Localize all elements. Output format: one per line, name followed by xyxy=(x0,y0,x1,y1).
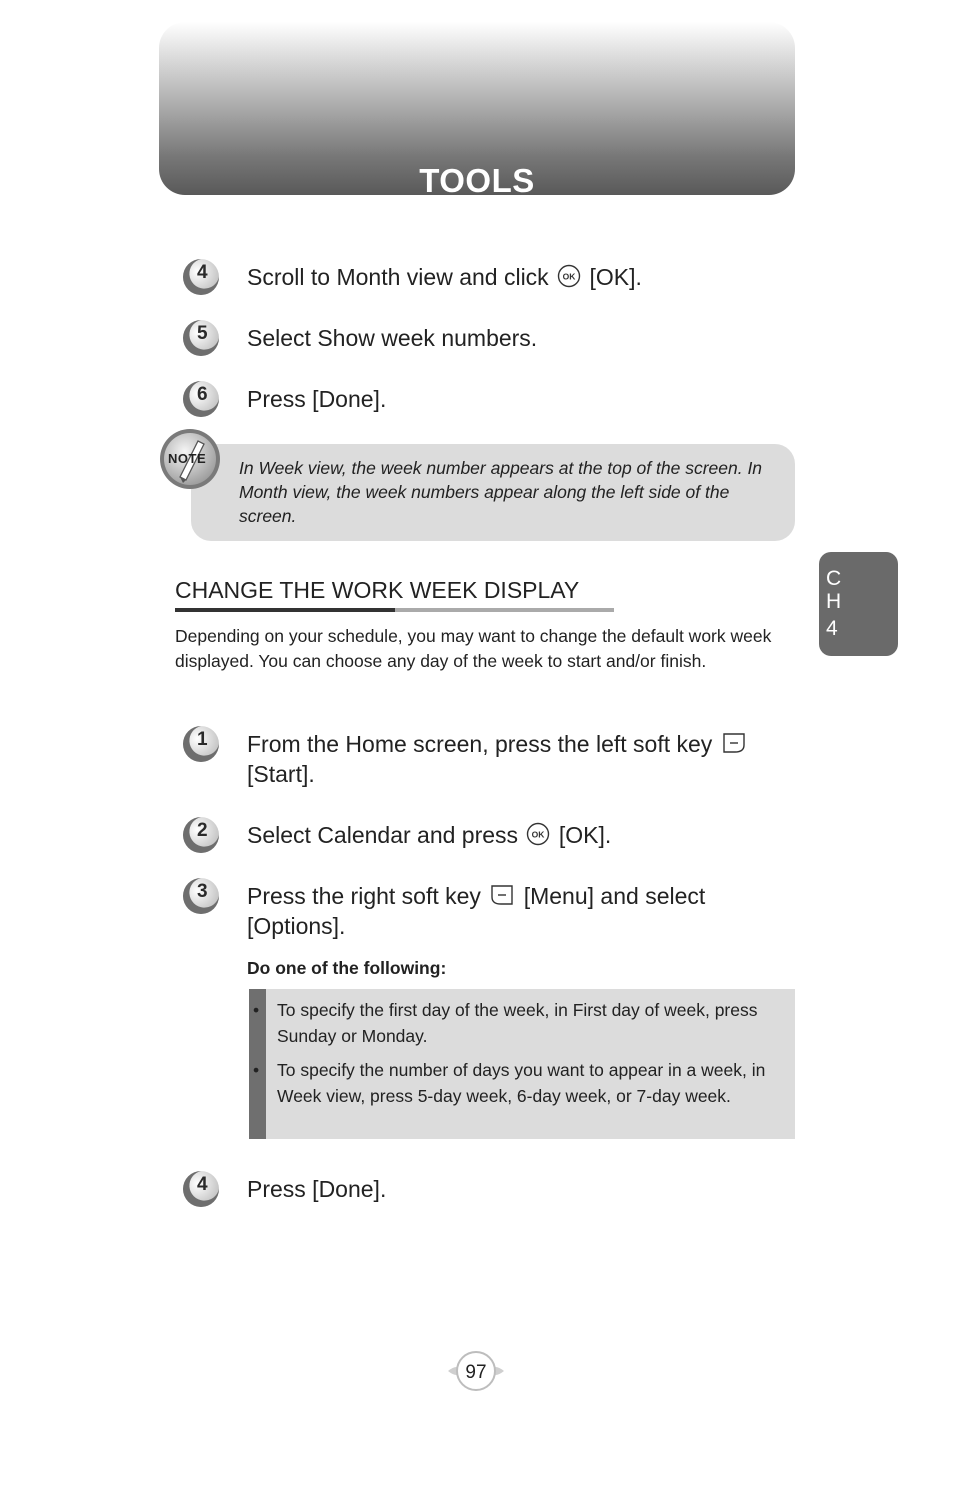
step-text-before: Press the right soft key xyxy=(247,883,481,909)
chapter-tab xyxy=(819,552,898,656)
step-text-after: [OK]. xyxy=(589,264,642,290)
page-number-badge xyxy=(446,1349,506,1393)
ok-key-icon xyxy=(557,264,581,288)
step-number: 3 xyxy=(197,881,208,902)
ok-key-icon xyxy=(526,822,550,846)
bullet-text: To specify the first day of the week, in First day of week, press Sunday or Monday. xyxy=(277,1000,758,1046)
bullet-item xyxy=(253,1058,777,1109)
section-underline xyxy=(175,608,395,612)
follow-label: Do one of the following: xyxy=(247,958,447,978)
bullet-dot: • xyxy=(253,1000,260,1020)
step-number: 5 xyxy=(197,323,208,344)
step-badge xyxy=(182,319,220,357)
chapter-tab-letter: C xyxy=(826,567,842,590)
right-soft-key-icon xyxy=(489,883,515,907)
bullet-box xyxy=(249,989,795,1139)
step-badge xyxy=(182,725,220,763)
step-badge xyxy=(182,1170,220,1208)
step-number: 4 xyxy=(197,262,208,283)
step-text-after: [OK]. xyxy=(558,822,612,848)
chapter-tab-letter: 4 xyxy=(826,617,838,640)
page-number: 97 xyxy=(465,1362,487,1383)
step-text xyxy=(247,729,807,789)
step-badge xyxy=(182,258,220,296)
step-number: 6 xyxy=(197,384,208,405)
page-title: TOOLS xyxy=(419,162,535,199)
step-text-before: Select Calendar and press xyxy=(247,822,519,848)
chapter-header xyxy=(159,22,795,199)
step-number: 4 xyxy=(197,1174,208,1195)
step-text-before: From the Home screen, press the left soft key xyxy=(247,731,713,757)
bullet-dot: • xyxy=(253,1060,260,1080)
step-badge xyxy=(182,877,220,915)
svg-text:OK: OK xyxy=(562,271,576,282)
chapter-tab-letter: H xyxy=(826,590,842,613)
bullet-item xyxy=(253,998,777,1049)
step-badge xyxy=(182,380,220,418)
step-number: 1 xyxy=(197,729,208,750)
step-number: 2 xyxy=(197,820,208,841)
step-text-before: Scroll to Month view and click xyxy=(247,264,549,290)
svg-text:OK: OK xyxy=(532,829,545,840)
section-intro: Depending on your schedule, you may want to change the default work week displayed. You can choose any day of the week to start and/or finish. xyxy=(175,626,772,671)
step-text: Select Show week numbers. xyxy=(247,325,538,351)
left-soft-key-icon xyxy=(721,731,747,755)
note-box xyxy=(191,444,795,541)
step-text xyxy=(247,820,611,850)
step-badge xyxy=(182,816,220,854)
step-text: Press [Done]. xyxy=(247,1176,387,1202)
note-text: In Week view, the week number appears at the top of the screen. In Month view, the week numbers appear along the left side of the screen. xyxy=(239,458,763,526)
step-text: Press [Done]. xyxy=(247,386,387,412)
step-text-after: [Menu] and select [Options]. xyxy=(247,883,706,939)
step-text-after: [Start]. xyxy=(247,761,315,787)
section-title: CHANGE THE WORK WEEK DISPLAY xyxy=(175,577,580,603)
note-badge-label: NOTE xyxy=(168,451,207,466)
step-text xyxy=(247,881,787,941)
section-underline-light xyxy=(395,608,614,612)
note-badge xyxy=(158,427,222,491)
step-text xyxy=(247,262,642,292)
bullet-text: To specify the number of days you want to appear in a week, in Week view, press 5-day week, 6-day week, or 7-day week. xyxy=(277,1060,766,1106)
